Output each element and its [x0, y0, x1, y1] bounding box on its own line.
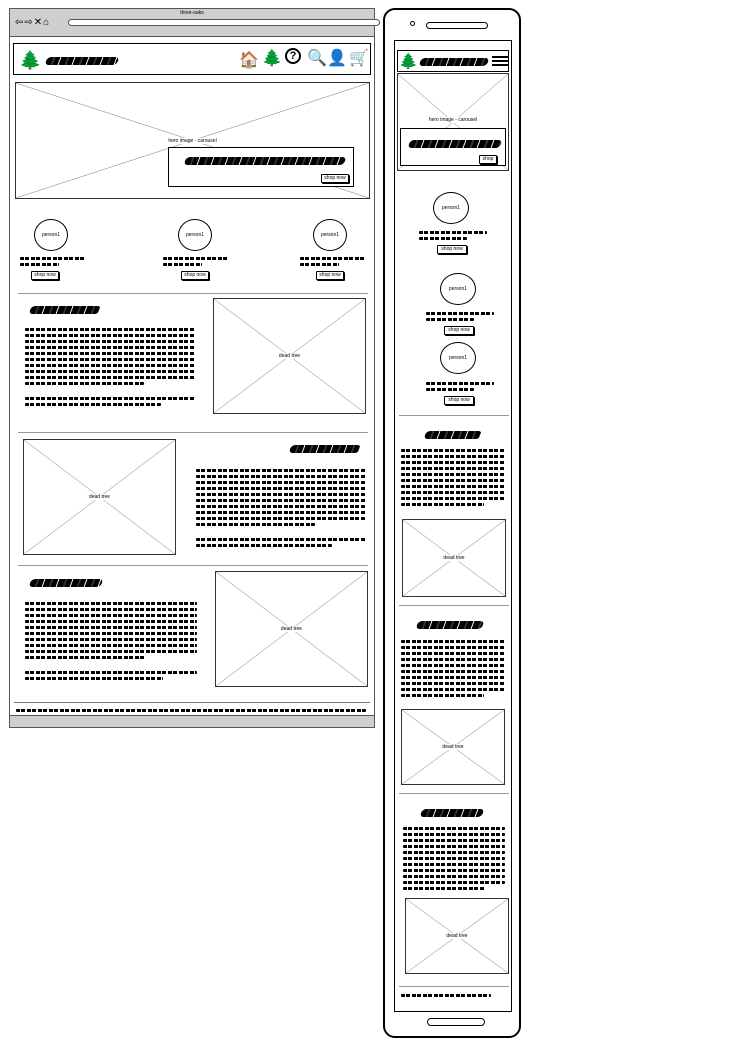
section-1-image-label: dead tree	[278, 353, 301, 359]
person-avatar-1: person1	[34, 219, 68, 251]
hero-shop-now-button[interactable]: shop now	[321, 174, 349, 183]
mobile-hero-image-label: hero image - carousel	[428, 117, 478, 123]
mobile-section-3-image-label: dead tree	[446, 933, 468, 939]
section-3-text	[25, 599, 197, 683]
hero-heading-scribble	[184, 157, 347, 165]
browser-nav-icons	[15, 17, 50, 28]
mobile-footer-text	[401, 991, 491, 1000]
browser-chrome	[10, 9, 374, 37]
url-bar[interactable]	[68, 19, 380, 26]
mobile-person-avatar-3: person1	[440, 342, 476, 374]
mobile-section-3-text	[403, 824, 505, 893]
divider	[399, 605, 509, 606]
mobile-section-3-image	[405, 898, 509, 974]
mobile-person-1-shop-button[interactable]: shop now	[437, 245, 467, 254]
person-avatar-3: person1	[313, 219, 347, 251]
nav-user-icon[interactable]: 👤	[327, 50, 347, 67]
mobile-hero-shop-button[interactable]: shop	[479, 155, 497, 164]
section-2-image	[23, 439, 176, 555]
back-icon[interactable]: ⇦	[15, 17, 25, 28]
forward-icon[interactable]: ⇨	[24, 17, 34, 28]
phone-camera	[410, 21, 415, 26]
hero-image-label: hero image - carousel	[168, 137, 217, 144]
section-2-text	[196, 466, 366, 550]
person-avatar-2: person1	[178, 219, 212, 251]
nav-help-icon[interactable]: ?	[285, 48, 301, 64]
person-3-shop-button[interactable]: shop now	[316, 271, 344, 280]
mobile-navbar	[397, 50, 509, 72]
site-navbar	[13, 43, 371, 75]
section-1-text	[25, 325, 195, 409]
mobile-person-avatar-2: person1	[440, 273, 476, 305]
mobile-section-1-text	[401, 446, 505, 509]
mobile-person-text-2	[426, 309, 494, 324]
mobile-hero-heading-scribble	[408, 140, 503, 148]
close-icon[interactable]: ✕	[33, 17, 44, 28]
mobile-section-1-heading	[424, 431, 483, 439]
mobile-section-2-heading	[416, 621, 485, 629]
phone-screen	[394, 40, 512, 1012]
mobile-person-3-shop-button[interactable]: shop now	[444, 396, 474, 405]
mobile-section-1-image	[402, 519, 506, 597]
hamburger-menu-icon[interactable]	[492, 54, 508, 68]
phone-speaker	[426, 22, 488, 29]
home-icon[interactable]: ⌂	[43, 17, 51, 28]
mobile-section-3-heading	[420, 809, 485, 817]
mobile-section-2-image	[401, 709, 505, 785]
person-text-1	[20, 254, 85, 269]
hero-overlay-box	[168, 147, 354, 187]
logo-tree-icon: 🌲	[399, 53, 418, 70]
mobile-section-2-image-label: dead tree	[442, 744, 464, 750]
mobile-person-text-3	[426, 379, 494, 394]
mobile-phone-frame	[383, 8, 521, 1038]
section-2-heading	[289, 445, 362, 453]
person-text-3	[300, 254, 365, 269]
mobile-section-1-image-label: dead tree	[443, 555, 465, 561]
section-1-image	[213, 298, 366, 414]
browser-status-bar	[10, 715, 374, 727]
site-name-scribble	[419, 58, 490, 66]
nav-cart-icon[interactable]: 🛒	[349, 50, 369, 67]
site-name-scribble	[45, 57, 120, 65]
section-3-image-label: dead tree	[280, 626, 303, 632]
mobile-person-text-1	[419, 228, 487, 243]
footer-text	[16, 706, 366, 715]
divider	[18, 293, 368, 294]
person-1-shop-button[interactable]: shop now	[31, 271, 59, 280]
footer-divider	[14, 702, 370, 703]
nav-search-icon[interactable]: 🔍	[307, 50, 327, 67]
mobile-person-2-shop-button[interactable]: shop now	[444, 326, 474, 335]
nav-tree-icon[interactable]: 🌲	[262, 50, 282, 67]
person-2-shop-button[interactable]: shop now	[181, 271, 209, 280]
section-3-image	[215, 571, 368, 687]
window-title: three-oaks	[180, 10, 204, 16]
mobile-section-2-text	[401, 637, 505, 700]
section-1-heading	[29, 306, 102, 314]
divider	[18, 565, 368, 566]
phone-home-button[interactable]	[427, 1018, 485, 1026]
divider	[399, 415, 509, 416]
desktop-browser-window	[9, 8, 375, 728]
mobile-hero-overlay-box	[400, 128, 506, 166]
section-2-image-label: dead tree	[88, 494, 111, 500]
mobile-person-avatar-1: person1	[433, 192, 469, 224]
person-text-2	[163, 254, 228, 269]
divider	[399, 793, 509, 794]
nav-home-icon[interactable]: 🏠	[239, 52, 259, 69]
logo-tree-icon: 🌲	[19, 50, 42, 70]
section-3-heading	[29, 579, 104, 587]
divider	[18, 432, 368, 433]
footer-divider	[399, 986, 509, 987]
